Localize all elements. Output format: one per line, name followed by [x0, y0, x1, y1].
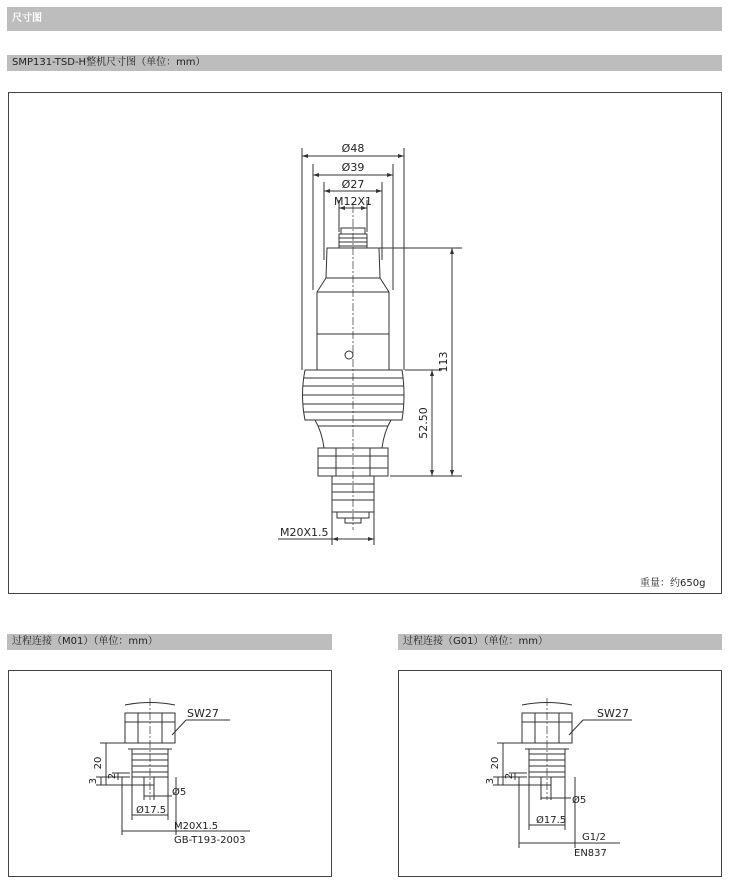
m01-h2-label: 2	[107, 772, 118, 780]
main-drawing-title: SMP131-TSD-H整机尺寸图（单位：mm）	[7, 55, 722, 71]
g01-h2-label: 2	[504, 772, 515, 780]
m01-h3-label: 3	[88, 777, 99, 785]
g01-h3-label: 3	[485, 777, 496, 785]
m01-d175-label: Ø17.5	[136, 805, 167, 816]
g01-d5-label: Ø5	[572, 795, 587, 806]
section-header-dimensions: 尺寸图	[7, 7, 722, 31]
m01-d5-label: Ø5	[172, 787, 187, 798]
g01-standard-label: EN837	[574, 848, 607, 859]
process-m01-title: 过程连接（M01）（单位：mm）	[7, 634, 332, 650]
m01-sw-label: SW27	[187, 707, 219, 720]
g01-thread-label: G1/2	[582, 832, 606, 843]
g01-sw-label: SW27	[597, 707, 629, 720]
m01-h20-label: 20	[93, 756, 104, 770]
dim-thread-bottom: M20X1.5	[280, 526, 329, 539]
g01-d175-label: Ø17.5	[536, 815, 567, 826]
dim-diameter-48: Ø48	[341, 142, 365, 155]
dim-thread-top: M12X1	[333, 195, 373, 208]
weight-label: 重量：约650g	[640, 578, 706, 589]
m01-thread-label: M20X1.5	[174, 821, 219, 832]
dim-diameter-27: Ø27	[341, 178, 365, 191]
dim-height-lower: 52.50	[417, 407, 430, 439]
dim-height-total: 113	[437, 351, 450, 373]
m01-standard-label: GB-T193-2003	[174, 835, 246, 846]
dim-diameter-39: Ø39	[341, 161, 365, 174]
process-g01-title: 过程连接（G01）（单位：mm）	[398, 634, 722, 650]
g01-h20-label: 20	[490, 756, 501, 770]
